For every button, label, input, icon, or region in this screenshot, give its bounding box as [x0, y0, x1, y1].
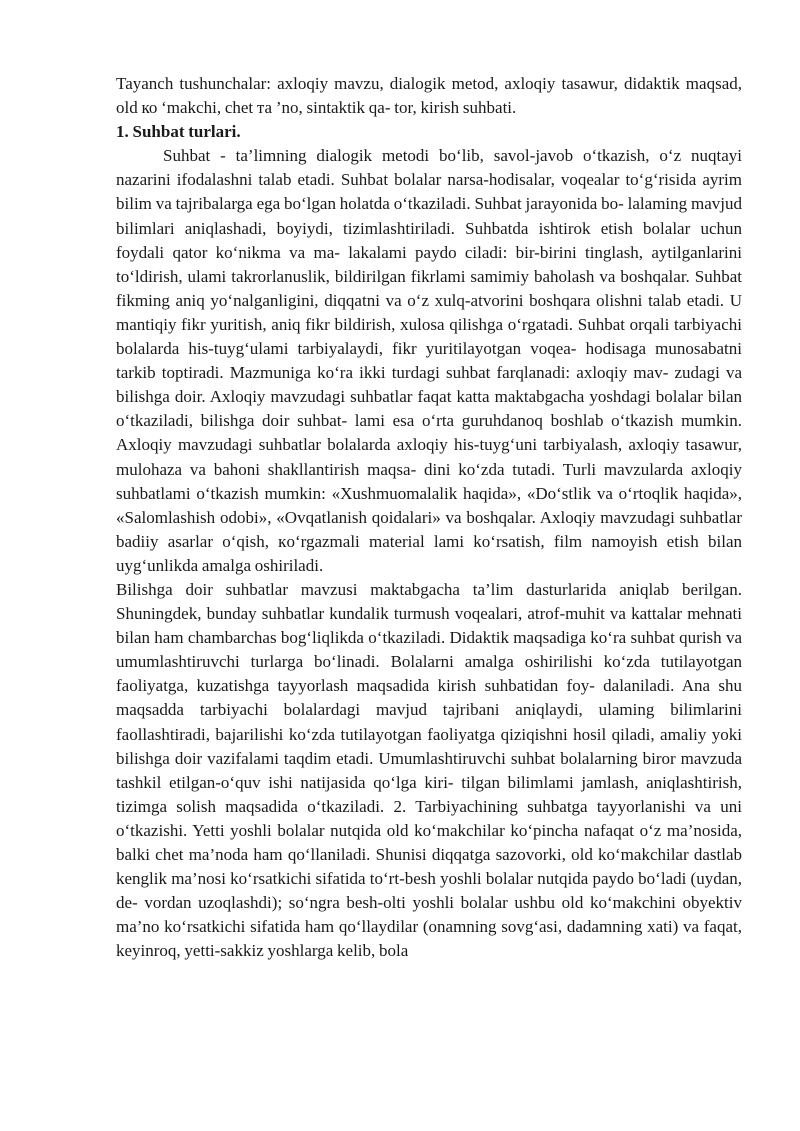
body-paragraph-1: Suhbat - ta’limning dialogik metodi bo‘lib, savol-javob o‘tkazish, o‘z nuqtayi nazarini ifodalashni talab etadi. Suhbat bolalar narsa-hodisalar, voqealar to‘g‘risida ayrim bilim va tajribalarga ega bo‘lgan holatda o‘tkaziladi. Suhbat jarayonida bo- lalaming mavjud bilimlari aniqlashadi, boyiydi, tizimlashtiriladi. Suhbatda ishtirok etish bolalar uchun foydali qator ko‘nikma va ma- lakalami paydo ciladi: bir-birini tinglash, aytilganlarini to‘ldirish, ulami takrorlanuslik, bildirilgan fikrlami samimiy baholash va boshqalar. Suhbat fikming aniq yo‘nalganligini, diqqatni va o‘z xulq-atvorini boshqara olishni talab etadi. U mantiqiy fikr yuritish, aniq fikr bildirish, xulosa qilishga o‘rgatadi. Suhbat orqali tarbiyachi bolalarda his-tuyg‘ulami tarbiyalaydi, fikr yuritilayotgan voqea- hodisaga munosabatni tarkib toptiradi. Mazmuniga ko‘ra ikki turdagi suhbat farqlanadi: axloqiy mav- zudagi va bilishga doir. Axloqiy mavzudagi suhbatlar faqat katta maktabgacha yoshdagi bolalar bilan o‘tkaziladi, bilishga doir suhbat- lami esa o‘rta guruhdanoq boshlab o‘tkazish mumkin. Axloqiy mavzudagi suhbatlar bolalarda axloqiy his-tuyg‘uni tarbiyalash, axloqiy tasawur, mulohaza va bahoni shakllantirish maqsa- dini ko‘zda tutadi. Turli mavzularda axloqiy suhbatlami o‘tkazish mumkin: «Xushmuomalalik haqida», «Do‘stlik va o‘rtoqlik haqida», «Salomlashish odobi», «Ovqatlanish qoidalari» va boshqalar. Axloqiy mavzudagi suhbatlar badiiy asarlar o‘qish, кo‘rgazmali material lami ko‘rsatish, film namoyish etish bilan uyg‘unlikda amalga oshiriladi. — [116, 146, 742, 575]
body-paragraph-2: Bilishga doir suhbatlar mavzusi maktabgacha ta’lim dasturlarida aniqlab berilgan. Shuningdek, bunday suhbatlar kundalik turmush voqealari, atrof-muhit va kattalar mehnati bilan ham chambarchas bog‘liqlikda o‘tkaziladi. Didaktik maqsadiga ko‘ra suhbat qurish va umumlashtiruvchi turlarga bo‘linadi. Bolalarni amalga oshirilishi ko‘zda tutilayotgan faoliyatga, kuzatishga tayyorlash maqsadida kirish suhbatidan foy- dalaniladi. Ana shu maqsadda tarbiyachi bolalardagi mavjud tajribani aniqlaydi, ulaming bilimlarini faollashtiradi, bajarilishi ko‘zda tutilayotgan faoliyatga qiziqishni hosil qiladi, amaliy yoki bilishga doir vazifalami taqdim etadi. Umumlashtiruvchi suhbat bolalarning biror mavzuda tashkil etilgan-o‘quv ishi natijasida qo‘lga kiri- tilgan bilimlami jamlash, aniqlashtirish, tizimga solish maqsadida o‘tkaziladi. 2. Tarbiyachining suhbatga tayyorlanishi va uni o‘tkazishi. Yetti yoshli bolalar nutqida old ko‘makchilar ko‘pincha nafaqat o‘z ma’nosida, balki chet ma’noda ham qo‘llaniladi. Shunisi diqqatga sazovorki, old ko‘makchilar dastlab kenglik ma’nosi ko‘rsatkichi sifatida to‘rt-besh yoshli bolalar nutqida paydo bo‘ladi (uydan, de- vordan uzoqlashdi); so‘ngra besh-olti yoshli bolalar ushbu old ko‘makchini obyektiv ma’no ko‘rsatkichi sifatida ham qo‘llaydilar (onamning sovg‘asi, dadamning xati) va faqat, keyinroq, yetti-sakkiz yoshlarga kelib, bola — [116, 579, 742, 961]
section-heading: 1. Suhbat turlari. — [116, 122, 241, 142]
document-page — [116, 72, 742, 963]
key-concepts-text: Tayanch tushunchalar: axloqiy mavzu, dialogik metod, axloqiy tasawur, didaktik maqsad, old ко ‘makchi, chet та ’no, sintaktik qa- tor, kirish suhbati. — [116, 74, 742, 118]
